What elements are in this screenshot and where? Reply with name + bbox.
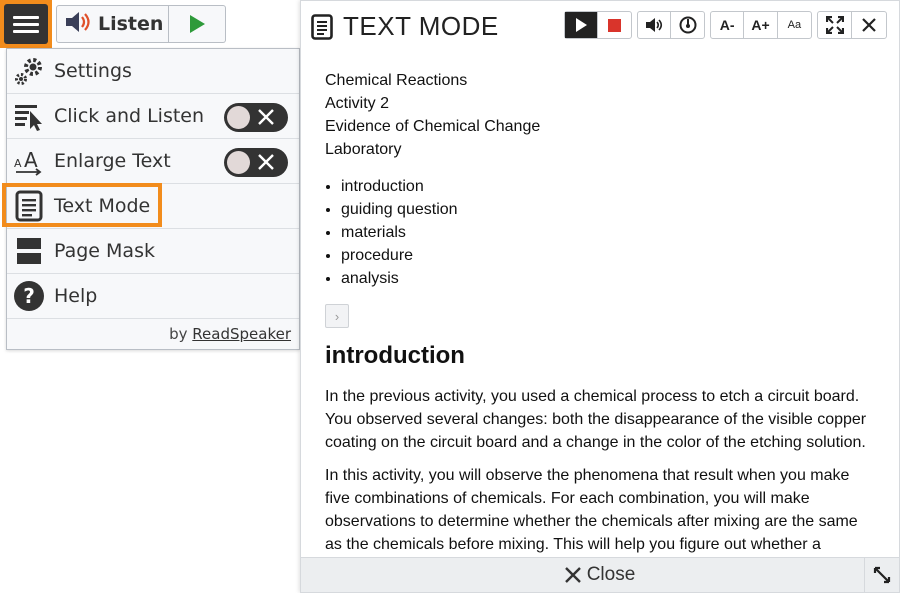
- menu-item-settings[interactable]: [7, 49, 299, 94]
- menu-item-text-mode[interactable]: [7, 184, 299, 229]
- fullscreen-button[interactable]: [818, 12, 852, 38]
- text-mode-panel: [300, 0, 900, 593]
- headline: Evidence of Chemical Change: [325, 118, 541, 135]
- text-settings-button[interactable]: [778, 12, 811, 38]
- close-bar[interactable]: [301, 557, 899, 592]
- menu-item-label: Page Mask: [54, 240, 155, 262]
- play-button[interactable]: [565, 12, 598, 38]
- panel-title: TEXT MODE: [343, 11, 499, 41]
- panel-header: [301, 1, 899, 51]
- menu-item-page-mask[interactable]: [7, 229, 299, 274]
- headline: Chemical Reactions: [325, 72, 468, 89]
- table-of-contents: [325, 175, 875, 290]
- click-listen-icon: [13, 100, 45, 132]
- svg-text:?: ?: [23, 284, 35, 308]
- menu-item-label: Help: [54, 285, 98, 307]
- audio-controls: [637, 11, 705, 39]
- next-section-button[interactable]: [325, 304, 349, 328]
- stop-icon: [608, 19, 621, 32]
- paragraph: In the previous activity, you used a chemical process to etch a circuit board. You observed several changes: both the disappearance of the visible copper coating on the circuit board and a change in the color of the etching solution.: [325, 388, 867, 451]
- headline: Activity 2: [325, 95, 390, 112]
- svg-text:A: A: [14, 157, 22, 170]
- speed-button[interactable]: [671, 12, 704, 38]
- enlarge-text-icon: [13, 145, 45, 177]
- resize-icon: [873, 566, 891, 584]
- menu-footer: [169, 325, 291, 343]
- text-size-controls: [710, 11, 812, 39]
- headline: Laboratory: [325, 141, 402, 158]
- enlarge-text-toggle[interactable]: [224, 148, 288, 177]
- readspeaker-link[interactable]: ReadSpeaker: [192, 325, 291, 343]
- toc-item[interactable]: • introduction: [341, 175, 875, 198]
- text-mode-icon: [13, 190, 45, 222]
- menu-item-label: Click and Listen: [54, 105, 205, 127]
- text-settings-label: Aa: [787, 19, 802, 31]
- menu-item-help[interactable]: [7, 274, 299, 319]
- speedometer-icon: [679, 16, 697, 34]
- toc-item[interactable]: • guiding question: [341, 198, 875, 221]
- click-and-listen-toggle[interactable]: [224, 103, 288, 132]
- resize-button[interactable]: [864, 558, 899, 592]
- menu-button[interactable]: [0, 0, 52, 48]
- stop-button[interactable]: [598, 12, 631, 38]
- volume-button[interactable]: [638, 12, 671, 38]
- menu-item-label: Enlarge Text: [54, 150, 171, 172]
- fullscreen-icon: [826, 16, 844, 34]
- document-headlines: [325, 69, 875, 161]
- playback-controls: [564, 11, 632, 39]
- zoom-in-button[interactable]: A+: [744, 12, 777, 38]
- toc-item[interactable]: • analysis: [341, 267, 875, 290]
- hamburger-icon: [4, 4, 48, 44]
- close-icon: [565, 567, 581, 583]
- toc-item[interactable]: • procedure: [341, 244, 875, 267]
- gear-icon: [13, 55, 45, 87]
- play-button[interactable]: [169, 5, 226, 43]
- chevron-right-icon: ›: [334, 308, 340, 324]
- menu-item-label: Text Mode: [54, 195, 151, 217]
- close-label: Close: [586, 564, 636, 585]
- zoom-out-button[interactable]: A-: [711, 12, 744, 38]
- help-icon: [13, 280, 45, 312]
- listen-label: Listen: [98, 13, 164, 35]
- menu-item-enlarge-text[interactable]: [7, 139, 299, 184]
- close-icon: [256, 107, 276, 127]
- svg-text:A: A: [24, 148, 38, 172]
- text-mode-icon: [311, 14, 333, 40]
- close-icon: [256, 152, 276, 172]
- toc-item[interactable]: • materials: [341, 221, 875, 244]
- footer-by: by: [169, 325, 188, 343]
- play-icon: [575, 18, 587, 32]
- speaker-icon: [64, 10, 92, 39]
- section-heading: introduction: [325, 342, 465, 369]
- window-controls: [817, 11, 887, 39]
- paragraph: In this activity, you will observe the phenomena that result when you make five combinations of chemicals. For each combination, you will make observations to determine whether the chemicals after mixing are the same as the chemicals before mixing. This will help you figure out whether a: [325, 467, 858, 553]
- listen-button[interactable]: [56, 5, 169, 43]
- menu-item-label: Settings: [54, 60, 132, 82]
- play-icon: [188, 14, 206, 34]
- readspeaker-menu: [6, 48, 300, 350]
- close-icon: [862, 18, 876, 32]
- volume-icon: [645, 17, 663, 33]
- panel-close-button[interactable]: [852, 12, 886, 38]
- menu-item-click-and-listen[interactable]: [7, 94, 299, 139]
- text-mode-content: [325, 69, 875, 566]
- page-mask-icon: [13, 235, 45, 267]
